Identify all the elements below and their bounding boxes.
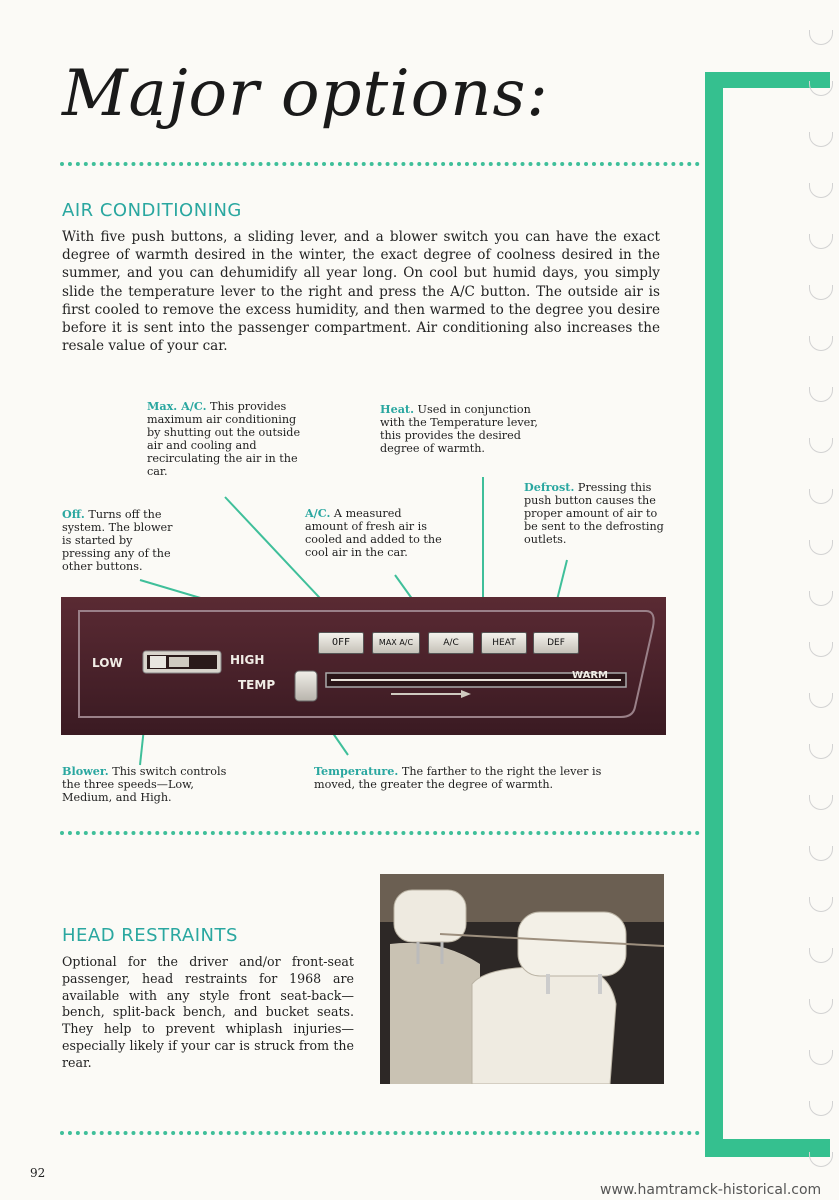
button-max-ac[interactable]: [372, 632, 420, 654]
button-off[interactable]: [318, 632, 364, 654]
page-title: Major options:: [62, 57, 549, 131]
head-restraints-heading: HEAD RESTRAINTS: [62, 925, 238, 946]
callout-heat-text: Used in conjunction with the Temperature lever, this provides the desired degree of warmth.: [380, 403, 538, 455]
callout-defrost-lead: Defrost.: [524, 480, 575, 494]
callout-max-ac-lead: Max. A/C.: [147, 399, 207, 413]
callout-temperature-lead: Temperature.: [314, 764, 399, 778]
callout-max-ac-text: This provides maximum air conditioning by shutting out the outside air and cooling and recirculating the air in the car.: [147, 400, 301, 478]
callout-blower-lead: Blower.: [62, 764, 109, 778]
button-off-label: OFF: [318, 632, 364, 654]
callout-heat-lead: Heat.: [380, 402, 414, 416]
panel-label-high: HIGH: [230, 653, 265, 667]
watermark: www.hamtramck-historical.com: [600, 1182, 822, 1198]
panel-label-temp: TEMP: [238, 678, 276, 692]
button-heat-label: HEAT: [481, 632, 527, 654]
temperature-lever[interactable]: [295, 671, 317, 701]
callout-off-lead: Off.: [62, 507, 85, 521]
callout-blower-text: This switch controls the three speeds—Low, Medium, and High.: [62, 765, 227, 804]
button-max-ac-label: MAX A/C: [372, 632, 420, 654]
blower-switch[interactable]: [150, 656, 166, 668]
panel-label-low: LOW: [92, 656, 123, 670]
air-conditioning-heading: AIR CONDITIONING: [62, 200, 242, 221]
panel-label-warm: WARM: [572, 670, 608, 681]
callout-temperature-text: The farther to the right the lever is moved, the greater the degree of warmth.: [314, 765, 602, 791]
button-heat[interactable]: [481, 632, 527, 654]
callout-defrost-text: Pressing this push button causes the proper amount of air to be sent to the defrosting outlets.: [524, 481, 664, 546]
head-restraints-paragraph: Optional for the driver and/or front-seat passenger, head restraints for 1968 are available with any style front seat-back—bench, split-back bench, and bucket seats. They help to prevent whiplash injuries—especially likely if your car is struck from the rear.: [62, 954, 354, 1070]
callout-ac-lead: A/C.: [305, 506, 331, 520]
callout-off-text: Turns off the system. The blower is started by pressing any of the other buttons.: [62, 508, 173, 573]
head-restraints-photo: [380, 874, 664, 1084]
button-def-label: DEF: [533, 632, 579, 654]
button-def[interactable]: [533, 632, 579, 654]
callout-ac-text: A measured amount of fresh air is cooled and added to the cool air in the car.: [305, 507, 442, 559]
air-conditioning-paragraph: With five push buttons, a sliding lever, and a blower switch you can have the exact degree of warmth desired in the winter, the exact degree of coolness desired in the summer, and you can dehumidify all year long. On cool but humid days, you simply slide the temperature lever to the right and press the A/C button. The outside air is first cooled to remove the excess humidity, and then warmed to the degree you desire before it is sent into the passenger compartment. Air conditioning also increases the resale value of your car.: [62, 229, 660, 355]
button-ac[interactable]: [428, 632, 474, 654]
button-ac-label: A/C: [428, 632, 474, 654]
page-number: 92: [30, 1166, 46, 1180]
